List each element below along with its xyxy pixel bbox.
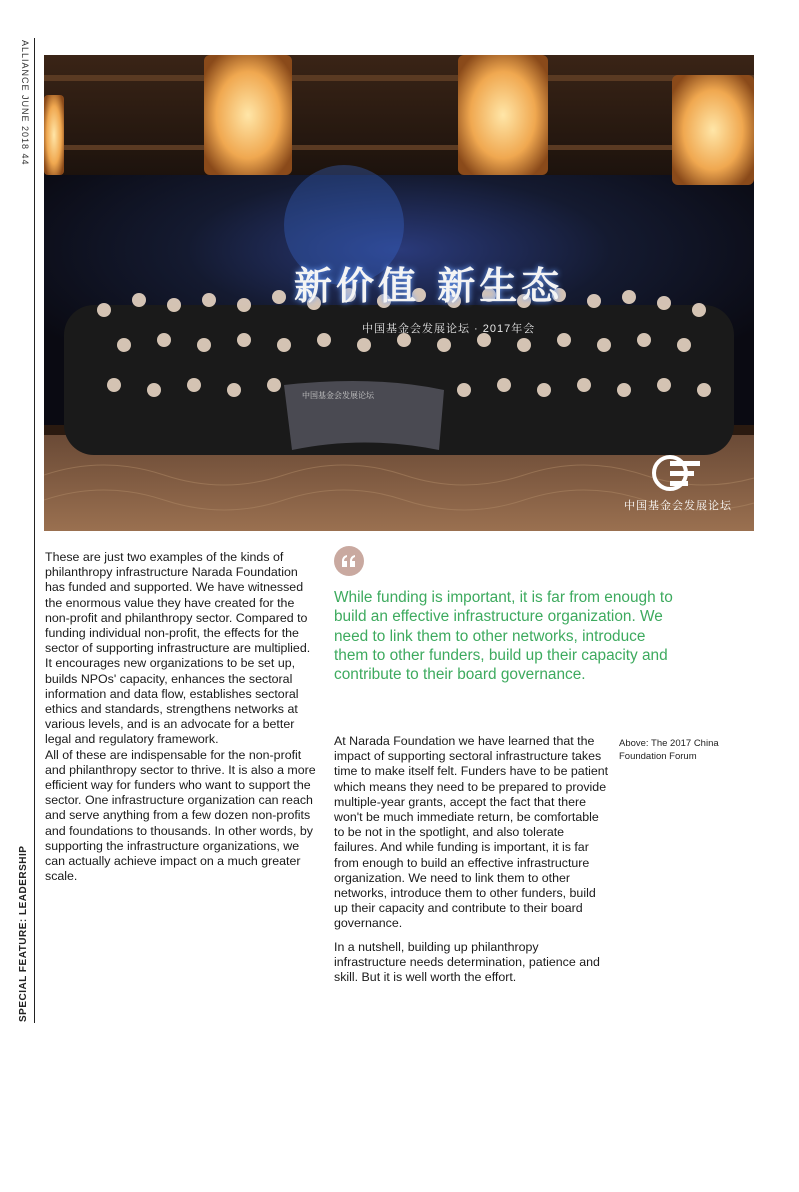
stage-backdrop-subtitle: 中国基金会发展论坛 · 2017年会 (362, 323, 536, 335)
section-label-text: SPECIAL FEATURE: LEADERSHIP (18, 845, 29, 1022)
paragraph: These are just two examples of the kinds of philanthropy infrastructure Narada Foundation has funded and supported. We have witnessed the enormous value they have created for the non-profit and philanthropy sector. Compared to funding individual non-profit, the effects for the sector of supporting infrastructure are multiplied. It encourages new organizations to be set up, builds NPOs' capacity, enhances the sectoral information and data flow, establishes sectoral ethics and standards, strengthens networks at various levels, and is an advocate for a better legal and regulatory framework. (45, 550, 311, 747)
banner-text: 中国基金会发展论坛 (302, 391, 374, 400)
pull-quote: While funding is important, it is far from enough to build an effective infrastructure organization. We need to link them to other networks, introduce them to other funders, build up their capacity and contribute to their board governance. (334, 589, 673, 684)
paragraph: All of these are indispensable for the non-profit and philanthropy sector to thrive. It is also a more efficient way for funders who want to support the sector. One infrastructure organization can reach and serve anything from a few dozen non-profits and foundations to thousands. In other words, by supporting the infrastructure organizations, we can actually achieve impact on a much greater scale. (45, 747, 316, 884)
quote-glyph-icon (341, 554, 357, 568)
stage-backdrop-title: 新价值 新生态 (294, 263, 564, 308)
photo-caption: Above: The 2017 China Foundation Forum (619, 738, 719, 762)
running-header-text: ALLIANCE JUNE 2018 44 (20, 40, 30, 166)
margin-rule (34, 38, 35, 1023)
paragraph: In a nutshell, building up philanthropy infrastructure needs determination, patience and skill. But it is well worth the effort. (334, 939, 600, 985)
body-column-middle (334, 734, 609, 993)
body-column-left (45, 550, 320, 884)
quote-mark-icon (334, 546, 364, 576)
paragraph: At Narada Foundation we have learned that the impact of supporting sectoral infrastructure takes time to make itself felt. Funders have to be patient which means they need to be prepared to provide multiple-year grants, accept the fact that there won't be much immediate return, be comfortable to be not in the spotlight, and also tolerate failures. And while funding is important, it is far from enough to build an effective infrastructure organization. We need to link them to other networks, introduce them to other funders, build up their capacity and contribute to their board governance. (334, 734, 609, 931)
forum-logo (618, 453, 738, 513)
forum-logo-name: 中国基金会发展论坛 (624, 500, 732, 512)
forum-photo (44, 55, 754, 531)
cff-logo-icon (652, 453, 704, 493)
section-label (14, 845, 34, 1192)
running-header (14, 40, 34, 200)
